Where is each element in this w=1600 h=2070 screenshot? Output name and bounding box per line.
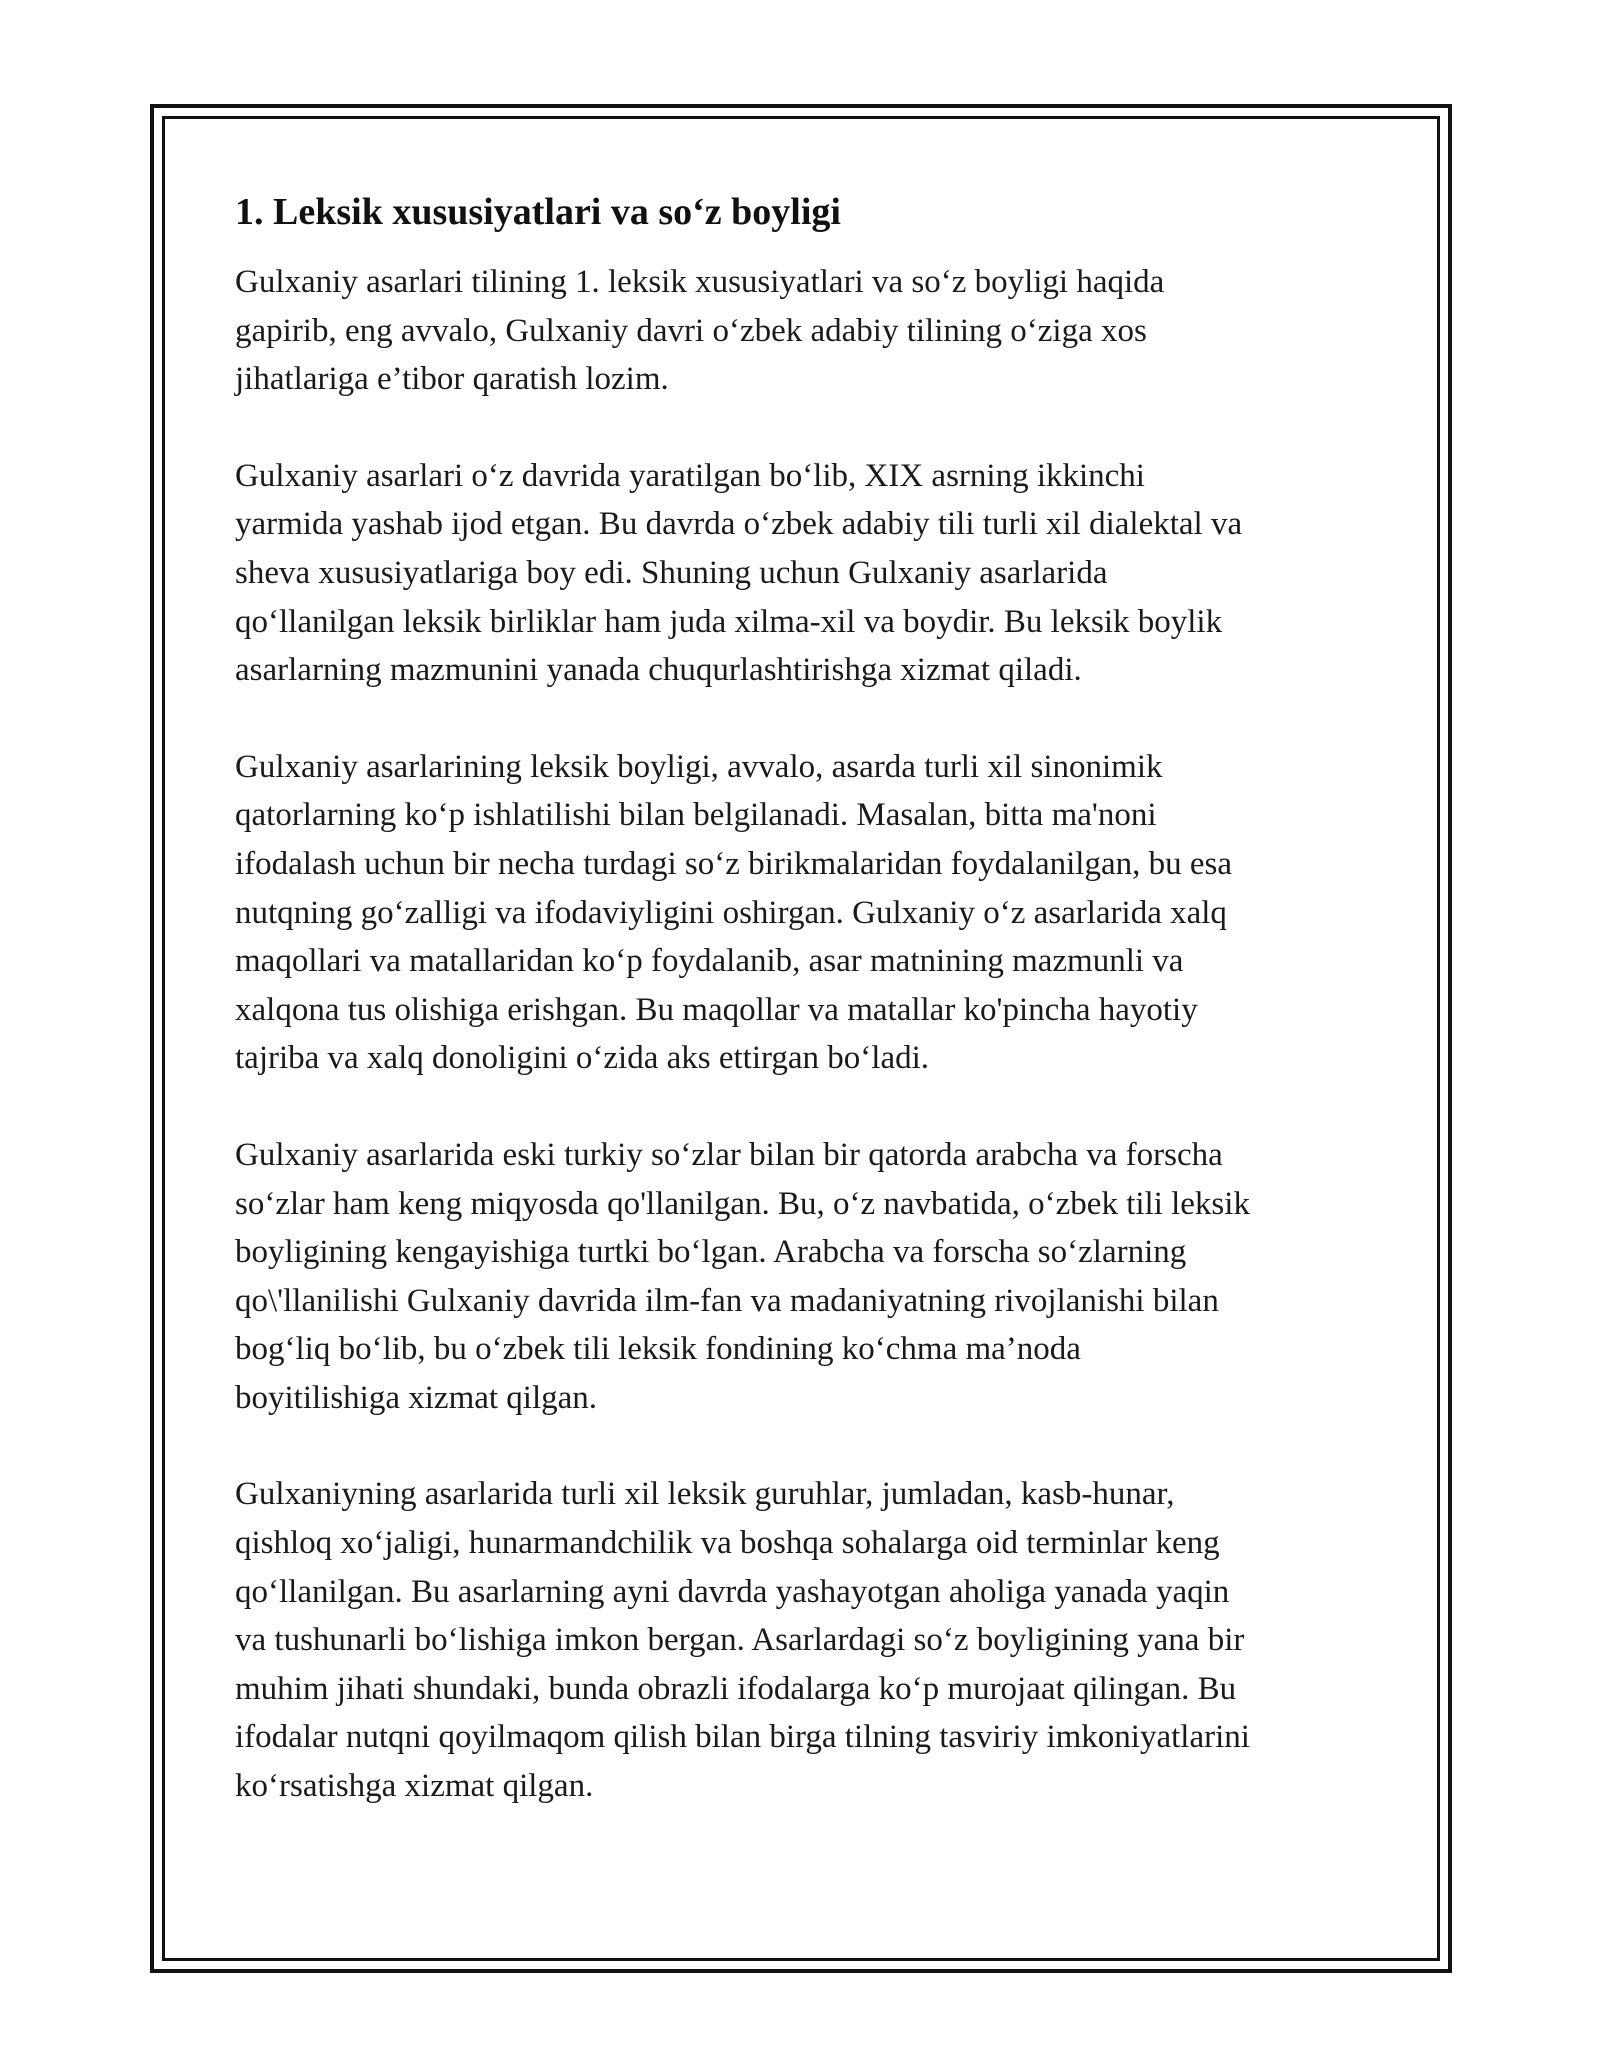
text-line: asarlarning mazmunini yanada chuqurlashtirishga xizmat qiladi. — [235, 652, 1082, 689]
text-line: muhim jihati shundaki, bunda obrazli ifodalarga ko‘p murojaat qilingan. Bu — [235, 1670, 1237, 1707]
text-line: ifodalash uchun bir necha turdagi so‘z birikmalaridan foydalanilgan, bu esa — [235, 845, 1232, 882]
document-body — [235, 188, 1375, 1859]
text-line: qo‘llanilgan. Bu asarlarning ayni davrda yashayotgan aholiga yanada yaqin — [235, 1573, 1230, 1610]
text-line: Gulxaniy asarlarida eski turkiy so‘zlar bilan bir qatorda arabcha va forscha — [235, 1136, 1223, 1173]
text-line: Gulxaniyning asarlarida turli xil leksik guruhlar, jumladan, kasb-hunar, — [235, 1476, 1175, 1513]
text-line: so‘zlar ham keng miqyosda qo'llanilgan. Bu, o‘z navbatida, o‘zbek tili leksik — [235, 1185, 1250, 1222]
text-line: Gulxaniy asarlari tilining 1. leksik xususiyatlari va so‘z boyligi haqida — [235, 264, 1165, 300]
paragraph-2 — [235, 452, 1375, 695]
text-line: jihatlariga e’tibor qaratish lozim. — [235, 361, 669, 398]
text-line: va tushunarli bo‘lishiga imkon bergan. Asarlardagi so‘z boyligining yana bir — [235, 1622, 1245, 1659]
text-line: sheva xususiyatlariga boy edi. Shuning uchun Gulxaniy asarlarida — [235, 554, 1108, 591]
text-line: yarmida yashab ijod etgan. Bu davrda o‘zbek adabiy tili turli xil dialektal va — [235, 506, 1243, 543]
text-line: Gulxaniy asarlari o‘z davrida yaratilgan bo‘lib, XIX asrning ikkinchi — [235, 457, 1145, 494]
text-line: ko‘rsatishga xizmat qilgan. — [235, 1768, 594, 1805]
paragraph-5 — [235, 1470, 1375, 1810]
text-line: qo‘llanilgan leksik birliklar ham juda xilma-xil va boydir. Bu leksik boylik — [235, 603, 1223, 640]
text-line: maqollari va matallaridan ko‘p foydalanib, asar matnining mazmunli va — [235, 943, 1184, 980]
text-line: xalqona tus olishiga erishgan. Bu maqollar va matallar ko'pincha hayotiy — [235, 991, 1198, 1028]
section-heading: 1. Leksik xususiyatlari va so‘z boyligi — [235, 191, 841, 233]
text-line: bog‘liq bo‘lib, bu o‘zbek tili leksik fondining ko‘chma ma’noda — [235, 1331, 1081, 1368]
text-line: boyligining kengayishiga turtki bo‘lgan. Arabcha va forscha so‘zlarning — [235, 1234, 1187, 1271]
paragraph-4 — [235, 1131, 1375, 1423]
text-line: gapirib, eng avvalo, Gulxaniy davri o‘zbek adabiy tilining o‘ziga xos — [235, 312, 1147, 349]
paragraph-1 — [235, 258, 1375, 404]
text-line: qishloq xo‘jaligi, hunarmandchilik va boshqa sohalarga oid terminlar keng — [235, 1525, 1220, 1562]
text-line: qatorlarning ko‘p ishlatilishi bilan belgilanadi. Masalan, bitta ma'noni — [235, 797, 1157, 834]
text-line: boyitilishiga xizmat qilgan. — [235, 1379, 598, 1416]
text-line: tajriba va xalq donoligini o‘zida aks ettirgan bo‘ladi. — [235, 1040, 930, 1077]
text-line: nutqning go‘zalligi va ifodaviyligini oshirgan. Gulxaniy o‘z asarlarida xalq — [235, 894, 1227, 931]
text-line: Gulxaniy asarlarining leksik boyligi, avvalo, asarda turli xil sinonimik — [235, 748, 1163, 785]
text-line: ifodalar nutqni qoyilmaqom qilish bilan birga tilning tasviriy imkoniyatlarini — [235, 1719, 1250, 1756]
text-line: qo\'llanilishi Gulxaniy davrida ilm-fan va madaniyatning rivojlanishi bilan — [235, 1282, 1219, 1319]
paragraph-3 — [235, 743, 1375, 1083]
